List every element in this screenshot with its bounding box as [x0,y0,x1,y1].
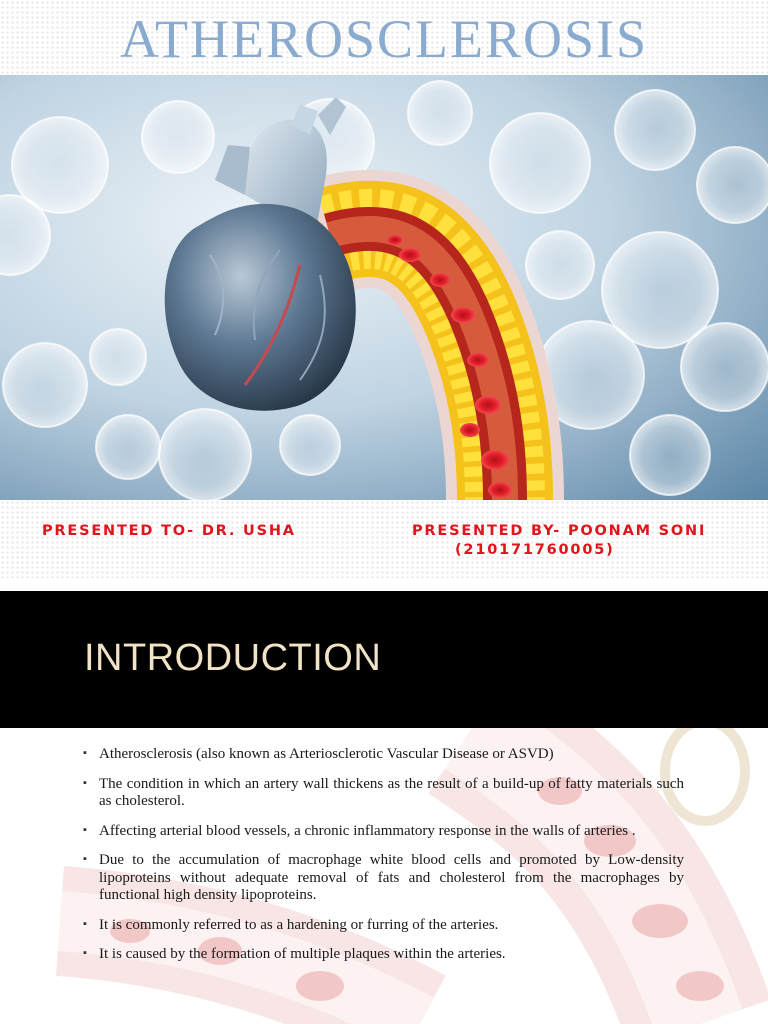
list-item [80,852,684,905]
bullet-list [80,746,684,976]
bullet-text: It is commonly referred to as a hardening or furring of the arteries. [99,916,499,933]
heart-artery-illustration [0,75,768,500]
list-item [80,746,684,764]
list-item [80,946,684,964]
bullet-text: It is caused by the formation of multiple plaques within the arteries. [99,946,506,962]
presented-by: PRESENTED BY- POONAM SONI [412,523,707,539]
presented-to: PRESENTED TO- DR. USHA [42,523,296,539]
bullet-icon: ▪ [83,776,87,789]
section-title: INTRODUCTION [84,637,382,679]
list-item [80,917,684,935]
introduction-slide [0,591,768,1024]
presentation-title: ATHEROSCLEROSIS [119,9,649,69]
bullet-icon: ▪ [83,853,87,865]
bullet-text: Due to the accumulation of macrophage white blood cells and promoted by Low-density lipoproteins without adequate removal of fats and cholesterol from the macrophages by functional high density lipoproteins. [99,852,684,903]
header-band [0,591,768,728]
bullet-text: Affecting arterial blood vessels, a chronic inflammatory response in the walls of arteries . [99,822,636,839]
bullet-text: The condition in which an artery wall thickens as the result of a build-up of fatty materials such as cholesterol. [99,775,684,809]
presenter-id: (210171760005) [455,542,615,558]
bullet-icon: ▪ [83,917,87,930]
list-item [80,776,684,811]
list-item [80,823,684,841]
bullet-text: Atherosclerosis (also known as Arteriosclerotic Vascular Disease or ASVD) [99,746,554,762]
bullet-icon: ▪ [83,947,87,959]
bullet-icon: ▪ [83,823,87,836]
bullet-icon: ▪ [83,747,87,759]
